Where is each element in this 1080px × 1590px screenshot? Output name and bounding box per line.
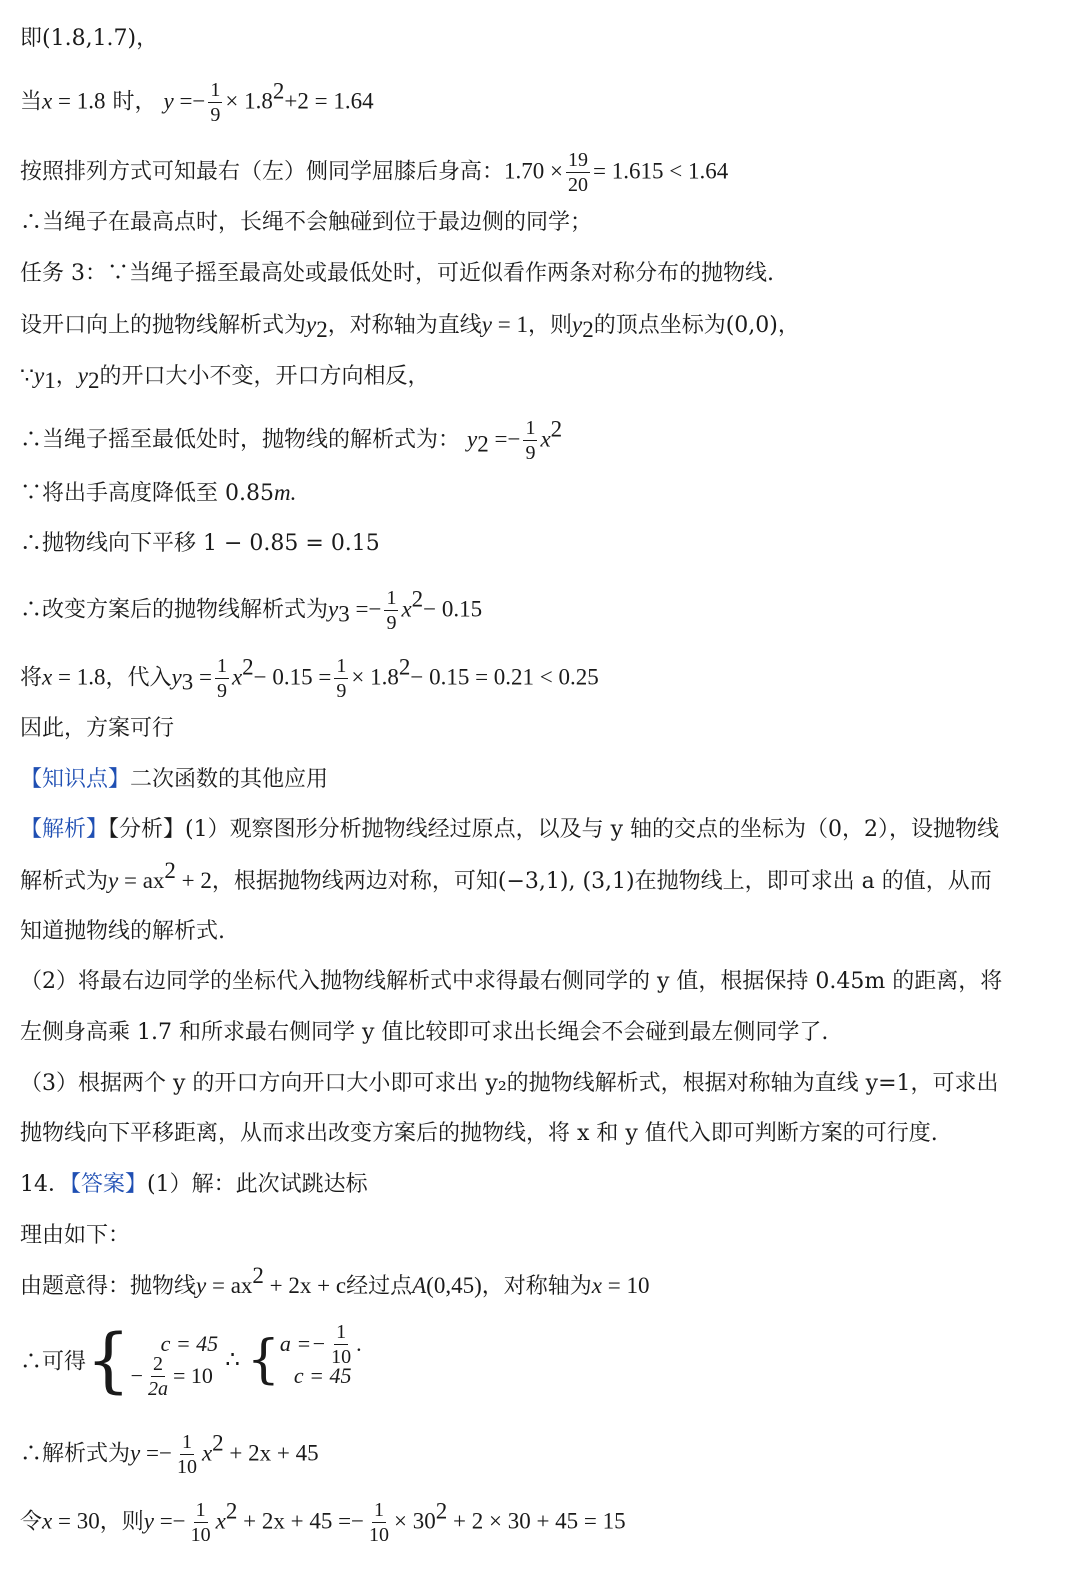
line-19 [20,1018,828,1048]
var: A [412,1273,427,1298]
subscript: 1 [44,368,56,393]
expr: =− [140,1440,172,1466]
var: y [571,312,583,337]
exponent: 2 [252,1263,264,1288]
var: x [231,664,243,690]
subscript: 2 [316,317,328,342]
expr: + 2x + c [263,1273,347,1298]
line-23 [20,1221,130,1251]
exponent: 2 [212,1430,224,1456]
expr: = 1.8 [52,88,106,114]
line-9 [20,478,296,509]
var: y [306,312,317,337]
answer-tag: 【答案】 [70,1172,148,1197]
line-20 [20,1069,999,1099]
subscript: 2 [87,368,100,393]
line-8 [20,418,562,463]
var: y [130,1440,141,1466]
subscript: 2 [582,317,594,342]
denominator: 10 [190,1524,211,1546]
expr: =− [488,426,521,452]
exponent: 2 [398,654,411,680]
line-25 [20,1319,362,1401]
text: 理由如下： [20,1223,131,1248]
numerator: 1 [374,1499,385,1521]
line-3 [20,150,728,195]
fraction [189,1500,213,1545]
expr: = 30 [52,1508,100,1534]
line-24 [20,1263,650,1302]
text: 设开口向上的抛物线解析式为 [20,313,307,338]
var: x [42,1508,53,1534]
numerator: 1 [181,1431,192,1453]
fraction [175,1432,199,1477]
denominator: 10 [176,1456,197,1478]
denominator: 9 [336,680,347,702]
var: y [481,312,492,337]
var: x [42,664,53,690]
fraction [208,80,222,125]
fraction [523,418,537,463]
expr: × 1.8 [351,664,399,690]
line-11 [20,588,482,633]
text: （3）根据两个 y 的开口方向开口大小即可求出 y₂的抛物线解析式，根据对称轴为直线 y=1，可求出 [20,1071,999,1096]
exponent: 2 [164,858,176,883]
expr: = 1.8 [52,664,106,690]
line-17 [20,917,225,947]
subscript: 2 [477,431,489,457]
var: y [143,1508,154,1534]
exponent: 2 [225,1498,238,1524]
exponent: 2 [411,586,424,612]
denominator: 9 [210,104,221,126]
numerator: 1 [386,587,397,609]
expr: + 2 × 30 + 45 = 15 [447,1508,626,1534]
text: ，根据抛物线两边对称，可知(−3,1), (3,1)在抛物线上，即可求出 a 的值，从而 [211,869,992,894]
expr: − [130,1362,143,1388]
numerator: 2 [152,1352,163,1375]
fraction [334,656,348,701]
line-1 [20,24,158,54]
numerator: 19 [568,149,588,171]
var: y [171,664,182,690]
line-7 [20,361,429,392]
var: y [467,426,478,452]
expr: c = 45 [160,1330,219,1356]
text: 任务 3：∵当绳子摇至最高处或最低处时，可近似看作两条对称分布的抛物线. [20,261,774,286]
var: x [42,88,53,114]
text: ，对称轴为直线 [327,313,482,338]
text: 左侧身高乘 1.7 和所求最右侧同学 y 值比较即可求出长绳会不会碰到最左侧同学了. [20,1020,829,1045]
expr: + 2x + 45 =− [237,1508,365,1534]
therefore: ∴ [225,1347,240,1372]
denominator: 10 [331,1345,352,1368]
text: ∴抛物线向下平移 1 − 0.85 = 0.15 [20,531,380,556]
text: 的开口大小不变，开口方向相反， [99,364,430,389]
expr: =− [153,1508,186,1534]
unit: m. [273,480,297,505]
numerator: 1 [195,1499,206,1521]
text: 当 [20,89,43,115]
text: 即(1.8,1.7)， [20,26,159,51]
text: ，则 [527,313,572,338]
exponent: 2 [272,78,285,104]
text: 二次函数的其他应用 [130,767,329,792]
var: x [201,1440,213,1466]
expr: = ax [206,1273,253,1298]
exponent: 2 [242,654,254,680]
line-15 [20,815,999,845]
text: ， [55,364,78,389]
fraction [146,1354,170,1399]
fraction [566,150,590,195]
numerator: 1 [210,79,221,101]
fraction [384,588,398,633]
text: 将 [20,665,43,691]
text: 经过点 [346,1274,413,1299]
text: 【分析】(1）观察图形分析抛物线经过原点，以及与 y 轴的交点的坐标为（0，2），设抛物线 [108,817,1000,842]
numerator: 1 [336,1320,347,1343]
numerator: 1 [336,655,347,677]
expr: . [356,1330,362,1356]
var: y [328,596,339,622]
text: ∵将出手高度降低至 0.85 [20,481,274,506]
expr: = 1 [491,312,528,337]
expr: = [193,664,212,690]
denominator: 2a [147,1377,168,1400]
line-13 [20,714,174,744]
line-21 [20,1119,938,1149]
expr: − 0.15 = [253,664,332,690]
text: 令 [20,1509,43,1535]
text: 抛物线向下平移距离，从而求出改变方案后的抛物线，将 x 和 y 值代入即可判断方案的可行度. [20,1121,938,1146]
fraction [367,1500,391,1545]
line-6 [20,310,800,341]
exponent: 2 [550,416,563,442]
denominator: 9 [386,612,397,634]
expr: = 1.615 < 1.64 [593,158,729,184]
text: ∴当绳子摇至最低处时，抛物线的解析式为： [20,427,461,453]
text: 按照排列方式可知最右（左）侧同学屈膝后身高： [20,159,505,185]
fraction [215,656,229,701]
text: 解析式为 [20,869,109,894]
eq-row [279,1320,362,1368]
text: ∴当绳子在最高点时，长绳不会触碰到位于最边侧的同学； [20,210,593,235]
var: x [401,596,412,622]
text: 的顶点坐标为(0,0)， [593,313,800,338]
equation-system-2 [279,1320,362,1392]
equation-system-1 [130,1328,219,1400]
expr: + 2x + 45 [223,1440,319,1466]
exponent: 2 [435,1498,448,1524]
line-27 [20,1500,626,1545]
var: y [108,868,119,893]
line-14 [20,765,328,795]
text: (1）解：此次试跳达标 [147,1172,368,1197]
left-brace: { [86,1319,131,1401]
analysis-tag: 【解析】 [20,817,109,842]
expr: =− [349,596,382,622]
var: x [215,1508,226,1534]
eq-row [280,1360,362,1392]
text: 因此，方案可行 [20,716,175,741]
denominator: 10 [369,1524,390,1546]
expr: a =− [279,1330,327,1356]
text: ，对称轴为 [481,1274,592,1299]
subscript: 3 [181,669,194,695]
text: 知道抛物线的解析式. [20,919,225,944]
knowledge-tag: 【知识点】 [20,767,131,792]
line-10 [20,529,380,559]
eq-row [131,1328,219,1360]
text: ，代入 [105,665,172,691]
line-26 [20,1432,319,1477]
expr: + 2 [175,868,212,893]
expr: = 10 [601,1273,650,1298]
line-2 [20,80,374,125]
expr: = 10 [172,1362,213,1388]
expr: +2 = 1.64 [284,88,374,114]
text: ∵ [20,364,34,389]
text: 时， [112,89,157,115]
line-12 [20,656,599,701]
line-4 [20,208,592,238]
expr: − 0.15 = 0.21 < 0.25 [410,664,599,690]
line-18 [20,967,1002,997]
numerator: 1 [216,655,227,677]
text: （2）将最右边同学的坐标代入抛物线解析式中求得最右侧同学的 y 值，根据保持 0.45m 的距离，将 [20,969,1003,994]
text: ，则 [99,1509,144,1535]
subscript: 3 [338,601,350,627]
expr: − 0.15 [423,596,483,622]
var: y [34,363,45,388]
var: x [591,1273,602,1298]
line-22 [20,1170,368,1200]
denominator: 9 [525,442,536,464]
expr: =− [173,88,206,114]
line-5 [20,259,774,289]
expr: = ax [118,868,165,893]
denominator: 9 [216,680,227,702]
line-16 [20,858,992,897]
var: x [540,426,551,452]
question-number: 14． [20,1172,70,1197]
expr: (0,45) [426,1273,482,1298]
expr: c = 45 [293,1362,352,1388]
text: 由题意得：抛物线 [20,1274,197,1299]
text: ∴改变方案后的抛物线解析式为 [20,597,329,623]
var: y [196,1273,207,1298]
text: ∴解析式为 [20,1441,131,1467]
denominator: 20 [568,174,588,196]
var: y [163,88,174,114]
var: y [77,363,88,388]
expr: × 30 [394,1508,436,1534]
expr: × 1.8 [225,88,273,114]
eq-row [130,1352,219,1400]
left-brace: { [246,1330,280,1390]
numerator: 1 [525,417,536,439]
expr: 1.70 × [504,158,563,184]
text: ∴可得 [20,1349,87,1375]
